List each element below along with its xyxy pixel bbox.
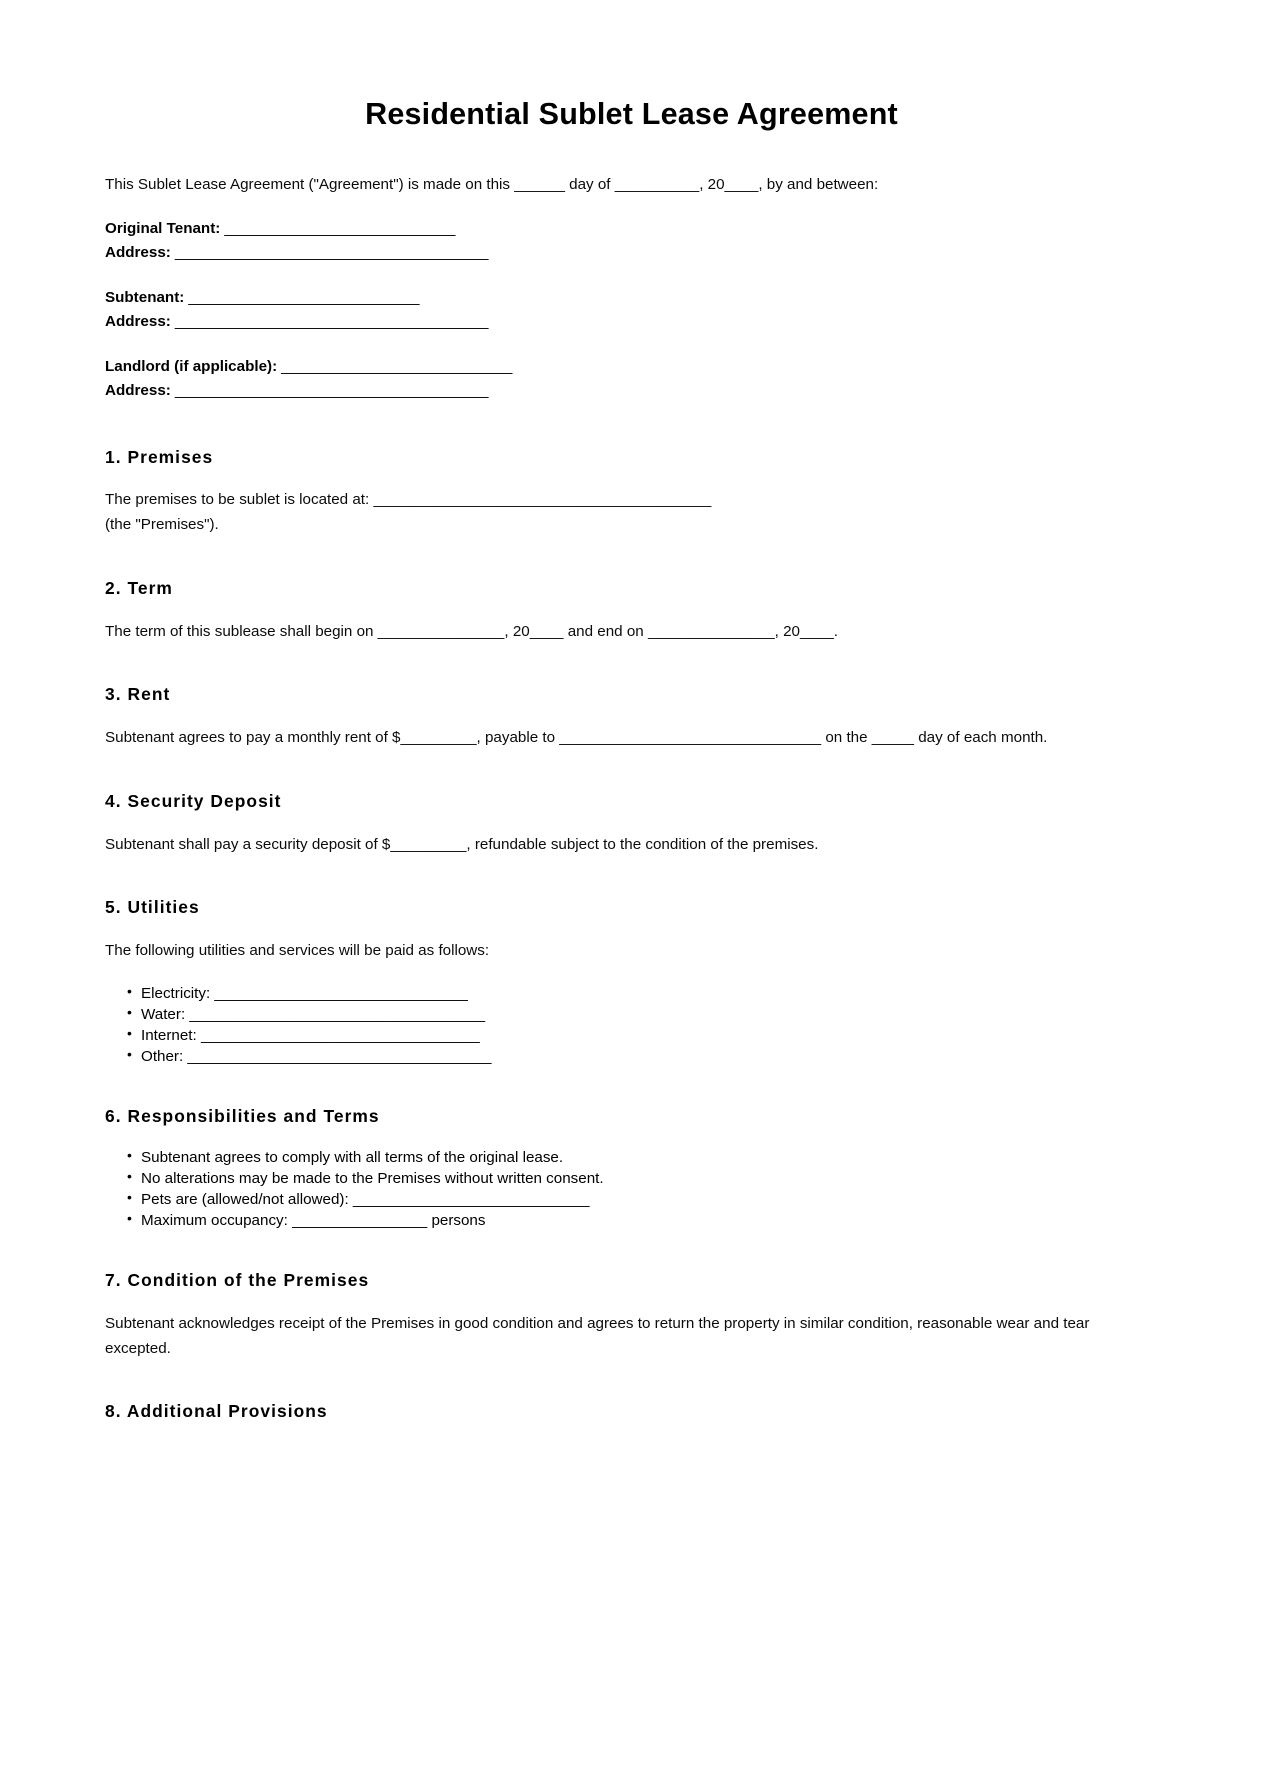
list-item[interactable]: • Water: ___________________________________ xyxy=(127,1005,1158,1024)
landlord-address-line xyxy=(105,379,1158,403)
list-item[interactable]: • Internet: _________________________________ xyxy=(127,1026,1158,1045)
term-paragraph: The term of this sublease shall begin on _______________, 20____ and end on _______________, 20____. xyxy=(105,622,838,640)
subtenant-label: Subtenant: xyxy=(105,289,185,307)
premises-location-line: The premises to be sublet is located at: ________________________________________ xyxy=(105,491,712,509)
utilities-paragraph: The following utilities and services will be paid as follows: xyxy=(105,941,490,959)
original-tenant-address-blank[interactable]: ______________________________________ xyxy=(170,243,489,261)
utilities-list xyxy=(105,984,1158,1067)
landlord-address-label: Address: xyxy=(105,382,171,400)
section-heading-condition: 7. Condition of the Premises xyxy=(105,1270,370,1291)
original-tenant-address-label: Address: xyxy=(105,243,171,261)
landlord-line xyxy=(105,355,1158,379)
security-deposit-paragraph: Subtenant shall pay a security deposit of $_________, refundable subject to the condition of the premises. xyxy=(105,835,819,853)
list-item[interactable]: • Pets are (allowed/not allowed): ____________________________ xyxy=(127,1190,1158,1209)
section-heading-additional-provisions: 8. Additional Provisions xyxy=(105,1401,328,1422)
intro-paragraph: This Sublet Lease Agreement ("Agreement") is made on this ______ day of __________, 20____, by and between: xyxy=(105,175,879,193)
list-item[interactable]: • Other: ____________________________________ xyxy=(127,1047,1158,1066)
subtenant-blank[interactable]: ____________________________ xyxy=(184,289,420,307)
responsibilities-list xyxy=(105,1148,1158,1231)
rent-paragraph: Subtenant agrees to pay a monthly rent of $_________, payable to _______________________________ on the _____ day of each month. xyxy=(105,729,1048,747)
subtenant-line xyxy=(105,286,1158,310)
condition-paragraph: Subtenant acknowledges receipt of the Premises in good condition and agrees to return the property in similar condition, reasonable wear and tear excepted. xyxy=(105,1315,1090,1357)
section-heading-rent: 3. Rent xyxy=(105,684,171,705)
section-heading-utilities: 5. Utilities xyxy=(105,897,200,918)
subtenant-address-label: Address: xyxy=(105,312,171,330)
premises-definition-line: (the "Premises"). xyxy=(105,516,219,534)
party-original-tenant xyxy=(105,217,1158,264)
section-heading-premises: 1. Premises xyxy=(105,446,214,467)
original-tenant-label: Original Tenant: xyxy=(105,220,221,238)
page-title: Residential Sublet Lease Agreement xyxy=(365,97,898,131)
landlord-label: Landlord (if applicable): xyxy=(105,358,278,376)
landlord-blank[interactable]: ____________________________ xyxy=(277,358,513,376)
section-heading-security-deposit: 4. Security Deposit xyxy=(105,790,282,811)
list-item[interactable]: • Electricity: ______________________________ xyxy=(127,984,1158,1003)
party-landlord xyxy=(105,355,1158,402)
list-item: • No alterations may be made to the Premises without written consent. xyxy=(127,1169,1158,1188)
landlord-address-blank[interactable]: ______________________________________ xyxy=(170,382,489,400)
subtenant-address-line xyxy=(105,310,1158,334)
list-item: • Subtenant agrees to comply with all terms of the original lease. xyxy=(127,1148,1158,1167)
section-heading-term: 2. Term xyxy=(105,578,173,599)
subtenant-address-blank[interactable]: ______________________________________ xyxy=(170,312,489,330)
list-item[interactable]: • Maximum occupancy: ________________ persons xyxy=(127,1211,1158,1230)
original-tenant-blank[interactable]: ____________________________ xyxy=(220,220,456,238)
original-tenant-line xyxy=(105,217,1158,241)
party-subtenant xyxy=(105,286,1158,333)
original-tenant-address-line xyxy=(105,241,1158,265)
section-heading-responsibilities: 6. Responsibilities and Terms xyxy=(105,1106,380,1127)
